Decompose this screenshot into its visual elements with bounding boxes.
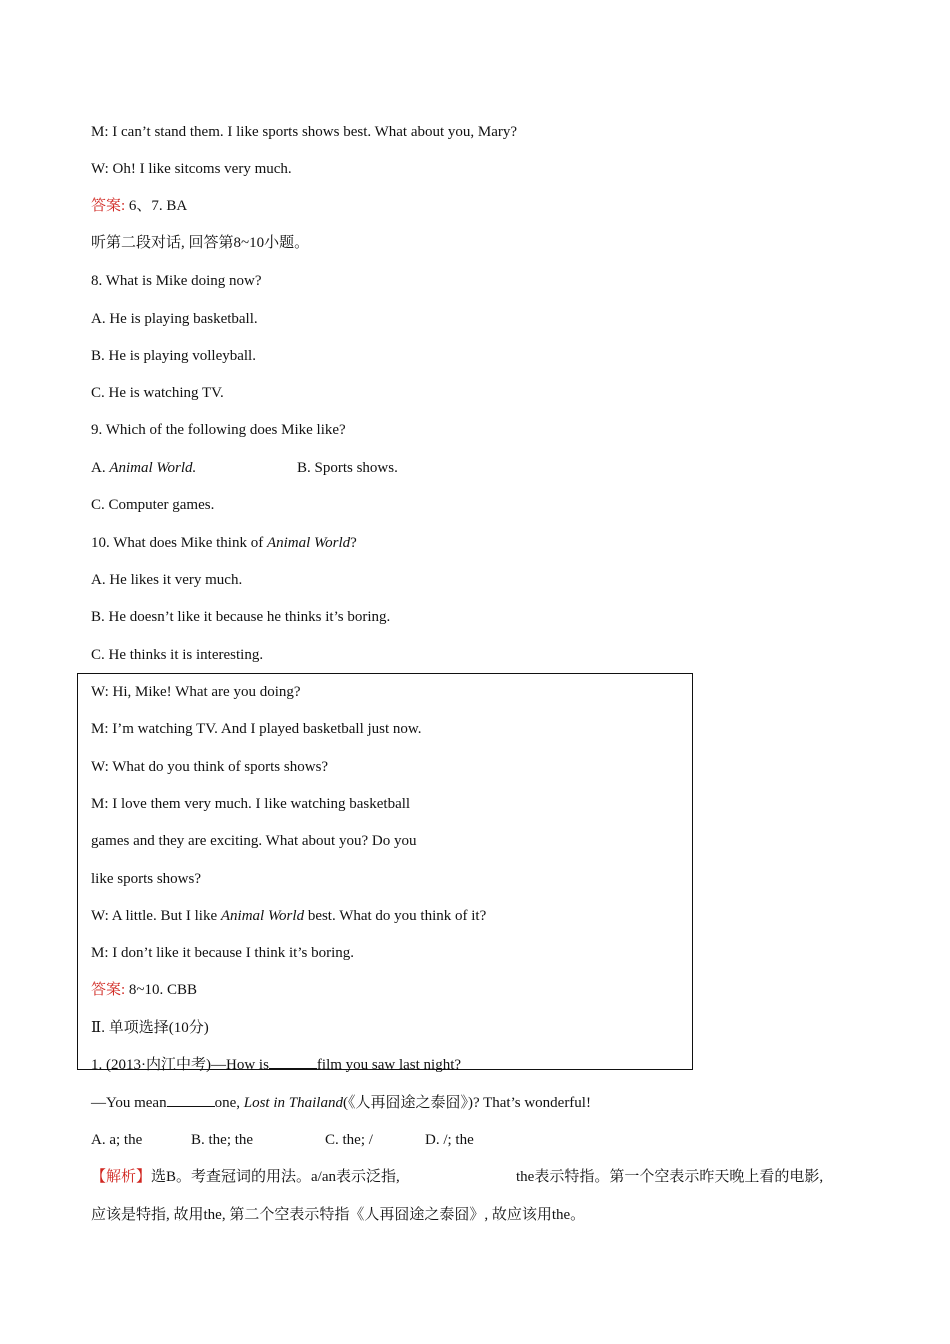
option-line: C. He thinks it is interesting. [91,647,264,663]
option-line: C. He is watching TV. [91,385,224,401]
option-line: B. He is playing volleyball. [91,348,256,364]
dialogue-line: W: What do you think of sports shows? [91,759,329,775]
option-line [91,458,196,478]
analysis-text: the表示特指。第一个空表示昨天晚上看的电影, [516,1169,824,1185]
question-suffix: ? [350,535,357,551]
option-line: A. He likes it very much. [91,572,243,588]
question-9: 9. Which of the following does Mike like? [91,422,346,438]
mc-suffix: film you saw last night? [316,1057,462,1073]
dialogue-line: like sports shows? [91,871,201,887]
dialogue-line: M: I’m watching TV. And I played basketball just now. [91,721,422,737]
option-prefix: A. [91,460,110,476]
analysis-label: 【解析】 [91,1169,152,1185]
option-line: A. He is playing basketball. [91,311,258,327]
mc-option-b: B. the; the [191,1132,254,1148]
option-line: C. Computer games. [91,497,215,513]
question-10 [91,533,357,553]
answer-blank [167,1093,215,1107]
analysis-text: 选B。考查冠词的用法。a/an表示泛指, [151,1169,400,1185]
dialogue-suffix: best. What do you think of it? [304,908,487,924]
question-prefix: 10. What does Mike think of [91,535,267,551]
dialogue-title: Animal World [220,908,305,924]
mc-question-1 [91,1055,461,1075]
analysis-line [91,1167,400,1187]
dialogue-line: M: I can’t stand them. I like sports shows best. What about you, Mary? [91,124,518,140]
reply-mid: one, [214,1095,244,1111]
answer-line [91,980,197,1000]
dialogue-prefix: W: A little. But I like [91,908,221,924]
mc-reply [91,1093,591,1113]
option-line: B. He doesn’t like it because he thinks it’s boring. [91,609,391,625]
mc-option-d: D. /; the [425,1132,474,1148]
answer-line [91,196,187,216]
mc-option-a: A. a; the [91,1132,143,1148]
answer-label: 答案: [91,982,126,998]
section-heading: Ⅱ. 单项选择(10分) [91,1020,209,1036]
dialogue-line: M: I love them very much. I like watching basketball [91,796,411,812]
section-intro: 听第二段对话, 回答第8~10小题。 [91,235,310,251]
question-8: 8. What is Mike doing now? [91,273,262,289]
reply-suffix: (《人再囧途之泰囧》)? That’s wonderful! [342,1095,591,1111]
answer-blank [269,1055,317,1069]
option-title: Animal World. [109,460,197,476]
mc-prefix: 1. (2013·内江中考)—How is [91,1057,269,1073]
answer-label: 答案: [91,198,126,214]
answer-value: 8~10. CBB [125,982,198,998]
dialogue-line: W: Oh! I like sitcoms very much. [91,161,292,177]
analysis-line: 应该是特指, 故用the, 第二个空表示特指《人再囧途之泰囧》, 故应该用the。 [91,1207,586,1223]
dialogue-line: games and they are exciting. What about you? Do you [91,833,417,849]
reply-prefix: —You mean [91,1095,167,1111]
dialogue-line [91,906,486,926]
option-line: B. Sports shows. [297,460,398,476]
question-title: Animal World [266,535,351,551]
mc-option-c: C. the; / [325,1132,373,1148]
answer-value: 6、7. BA [125,198,188,214]
dialogue-line: M: I don’t like it because I think it’s boring. [91,945,355,961]
dialogue-line: W: Hi, Mike! What are you doing? [91,684,301,700]
reply-title: Lost in Thailand [243,1095,343,1111]
